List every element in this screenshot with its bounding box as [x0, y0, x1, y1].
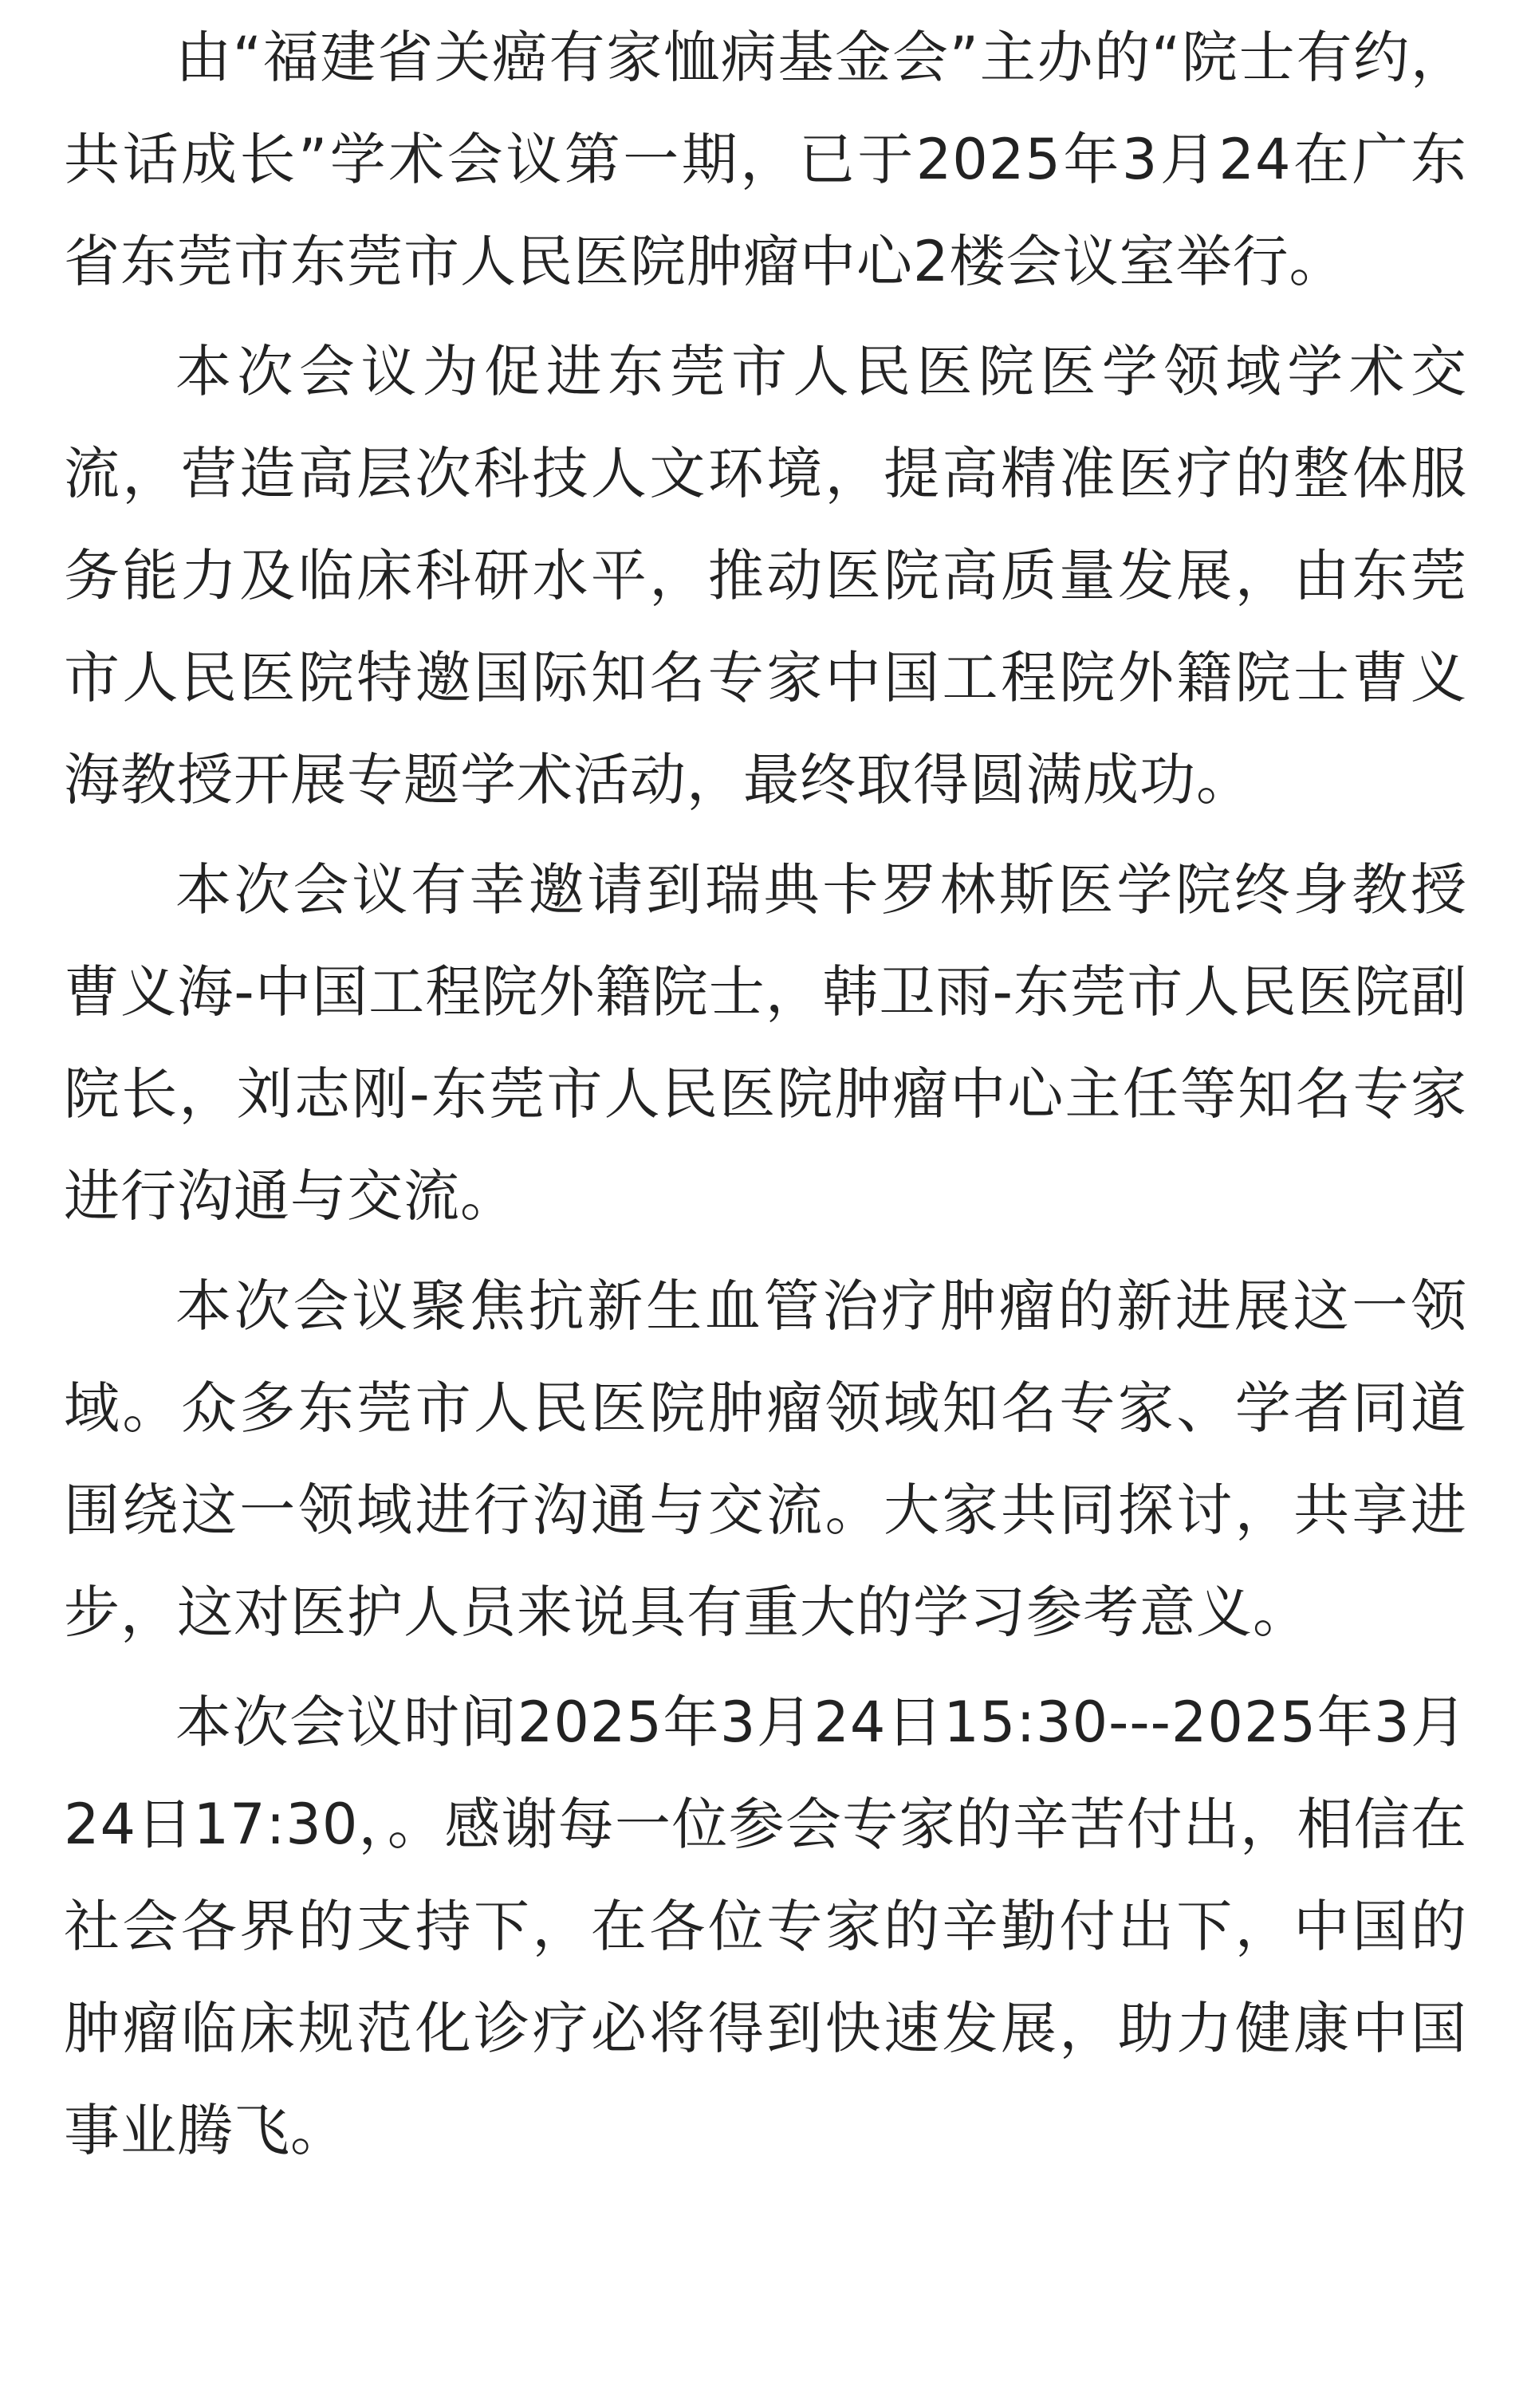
article-body [64, 6, 1467, 2190]
paragraph-organizer: 由“福建省关癌有家恤病基金会”主办的“院士有约，共话成长”学术会议第一期，已于2025年3月24在广东省东莞市东莞市人民医院肿瘤中心2楼会议室举行。 [64, 25, 1467, 294]
paragraph-purpose: 本次会议为促进东莞市人民医院医学领域学术交流，营造高层次科技人文环境，提高精准医疗的整体服务能力及临床科研水平，推动医院高质量发展，由东莞市人民医院特邀国际知名专家中国工程院外籍院士曹义海教授开展专题学术活动，最终取得圆满成功。 [64, 339, 1467, 813]
paragraph-focus: 本次会议聚焦抗新生血管治疗肿瘤的新进展这一领域。众多东莞市人民医院肿瘤领域知名专家、学者同道围绕这一领域进行沟通与交流。大家共同探讨，共享进步，这对医护人员来说具有重大的学习参考意义。 [64, 1273, 1467, 1645]
paragraph-time-thanks: 本次会议时间2025年3月24日15:30---2025年3月24日17:30，。感谢每一位参会专家的辛苦付出，相信在社会各界的支持下，在各位专家的辛勤付出下，中国的肿瘤临床规范化诊疗必将得到快速发展，助力健康中国事业腾飞。 [64, 1690, 1467, 2163]
paragraph-guests: 本次会议有幸邀请到瑞典卡罗林斯医学院终身教授曹义海-中国工程院外籍院士，韩卫雨-东莞市人民医院副院长，刘志刚-东莞市人民医院肿瘤中心主任等知名专家进行沟通与交流。 [64, 857, 1467, 1229]
